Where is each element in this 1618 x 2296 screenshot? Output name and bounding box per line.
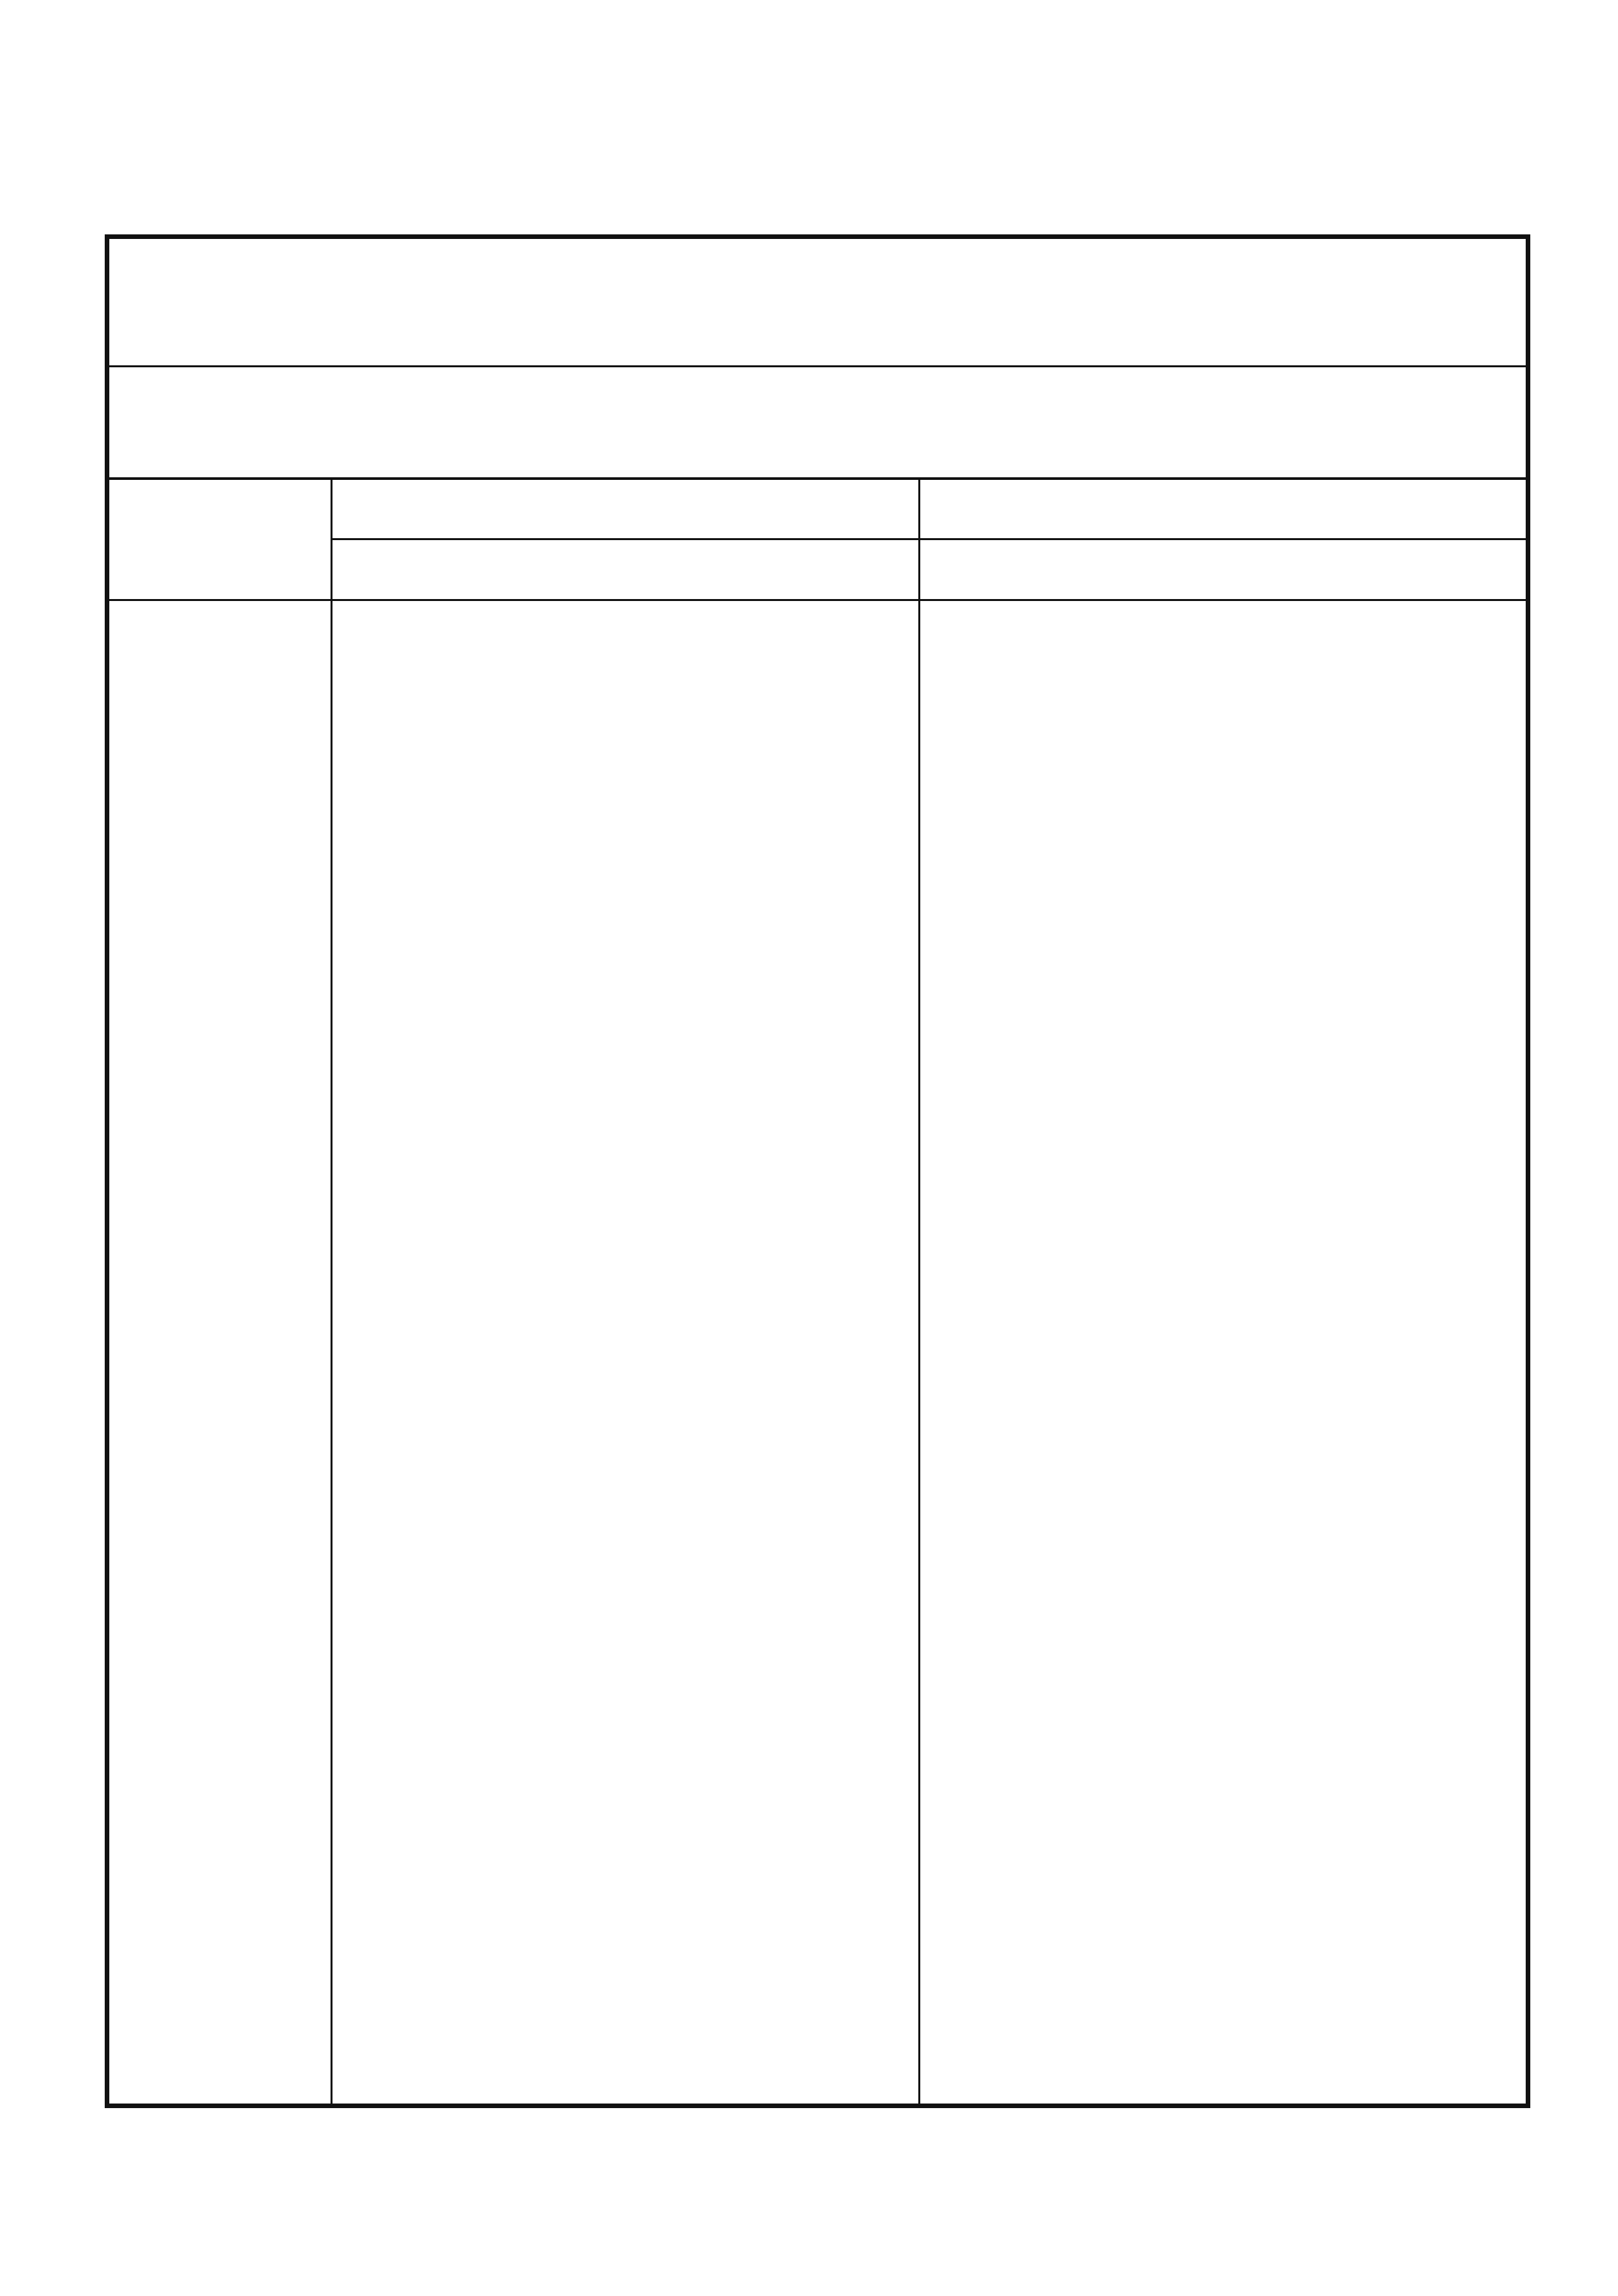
register-table <box>109 480 1526 2108</box>
form-subtitle <box>109 367 1526 480</box>
header-change-item <box>109 480 331 601</box>
license-form <box>105 234 1530 2108</box>
header-change-content <box>920 540 1526 601</box>
column-divider <box>918 480 920 2108</box>
header-incoming-doc-number <box>333 540 918 601</box>
header-approval-number <box>333 480 918 540</box>
header-completion-number <box>920 480 1526 540</box>
column-divider <box>331 480 333 2108</box>
form-title <box>109 239 1526 367</box>
